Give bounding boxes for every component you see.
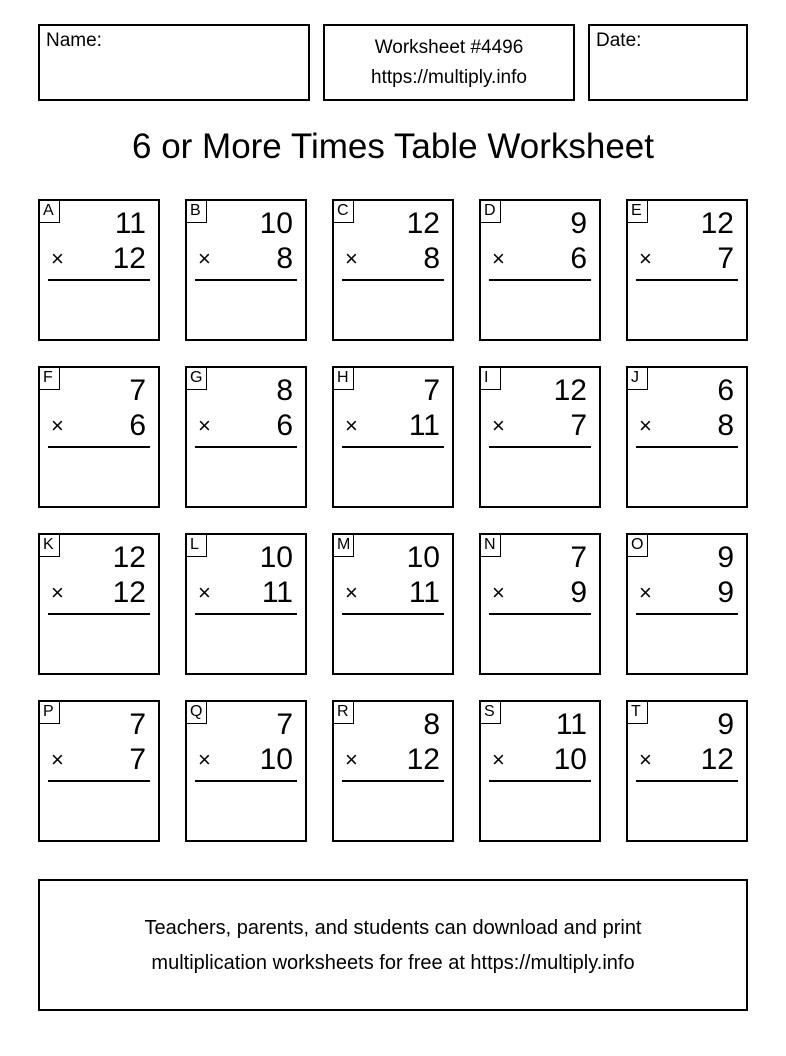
multiplicand: 9 [717,541,734,574]
times-sign: × [198,747,211,772]
multiplier: 12 [112,242,146,275]
date-field-box [588,24,748,101]
problem-card [185,700,307,842]
problem-card [479,533,601,675]
problem-card [332,700,454,842]
times-sign: × [198,413,211,438]
problem-letter: O [628,535,648,557]
multiplier: 9 [570,576,587,609]
problem-letter: A [40,201,60,223]
problem-letter: K [40,535,60,557]
answer-rule [342,613,444,615]
worksheet-url: https://multiply.info [371,67,527,88]
times-sign: × [639,413,652,438]
multiplier: 10 [553,743,587,776]
answer-rule [489,780,591,782]
multiplicand: 7 [129,708,146,741]
page-title: 6 or More Times Table Worksheet [132,127,654,166]
multiplier: 8 [276,242,293,275]
problem-card [626,533,748,675]
problem-letter: P [40,702,60,724]
multiplier: 11 [408,409,440,442]
problem-letter: R [334,702,354,724]
multiplier: 11 [408,576,440,609]
answer-rule [342,446,444,448]
multiplier: 6 [129,409,146,442]
multiplier: 9 [717,576,734,609]
problem-letter: N [481,535,501,557]
problem-card [38,366,160,508]
answer-rule [342,279,444,281]
multiplier: 8 [423,242,440,275]
problem-letter: F [40,368,60,390]
name-field-box [38,24,310,101]
multiplicand: 9 [717,708,734,741]
times-sign: × [345,747,358,772]
multiplicand: 11 [555,708,587,741]
worksheet-info-box [323,24,575,101]
times-sign: × [345,413,358,438]
times-sign: × [345,580,358,605]
multiplicand: 8 [276,374,293,407]
problem-card [626,366,748,508]
times-sign: × [198,580,211,605]
problem-letter: S [481,702,501,724]
problem-letter: G [187,368,207,390]
answer-rule [48,279,150,281]
times-sign: × [492,413,505,438]
answer-rule [489,279,591,281]
multiplicand: 9 [570,207,587,240]
multiplier: 12 [700,743,734,776]
problem-card [479,199,601,341]
multiplier: 12 [112,576,146,609]
problem-card [626,199,748,341]
problem-letter: H [334,368,354,390]
answer-rule [48,780,150,782]
answer-rule [489,446,591,448]
problem-card [38,700,160,842]
multiplier: 12 [406,743,440,776]
multiplicand: 12 [700,207,734,240]
footer-text-line-2: multiplication worksheets for free at https://multiply.info [151,952,635,974]
multiplier: 8 [717,409,734,442]
multiplicand: 8 [423,708,440,741]
problem-letter: M [334,535,354,557]
answer-rule [489,613,591,615]
multiplicand: 11 [114,207,146,240]
times-sign: × [492,246,505,271]
problem-card [38,533,160,675]
multiplier: 7 [570,409,587,442]
problem-letter: C [334,201,354,223]
multiplier: 7 [129,743,146,776]
answer-rule [636,446,738,448]
problem-card [479,366,601,508]
multiplicand: 12 [112,541,146,574]
times-sign: × [51,413,64,438]
multiplicand: 12 [553,374,587,407]
answer-rule [342,780,444,782]
multiplicand: 7 [129,374,146,407]
times-sign: × [492,747,505,772]
problem-letter: D [481,201,501,223]
date-label: Date: [596,30,642,51]
answer-rule [195,780,297,782]
problem-card [185,366,307,508]
problem-letter: E [628,201,648,223]
name-label: Name: [46,30,102,51]
problem-card [185,199,307,341]
times-sign: × [51,747,64,772]
problem-card [626,700,748,842]
problem-grid [38,199,748,842]
multiplicand: 7 [423,374,440,407]
multiplicand: 10 [259,207,293,240]
multiplier: 6 [570,242,587,275]
answer-rule [48,613,150,615]
answer-rule [195,279,297,281]
problem-card [38,199,160,341]
times-sign: × [198,246,211,271]
problem-card [185,533,307,675]
problem-letter: L [187,535,207,557]
problem-letter: I [481,368,501,390]
multiplier: 11 [261,576,293,609]
footer-text-line-1: Teachers, parents, and students can download and print [144,917,642,939]
times-sign: × [639,580,652,605]
times-sign: × [492,580,505,605]
multiplier: 10 [259,743,293,776]
worksheet-number: Worksheet #4496 [374,37,524,58]
problem-letter: J [628,368,648,390]
multiplicand: 12 [406,207,440,240]
answer-rule [636,780,738,782]
problem-card [332,533,454,675]
answer-rule [636,613,738,615]
footer-box [38,879,748,1011]
answer-rule [195,446,297,448]
problem-letter: T [628,702,648,724]
answer-rule [195,613,297,615]
multiplicand: 10 [406,541,440,574]
answer-rule [636,279,738,281]
multiplicand: 7 [570,541,587,574]
problem-card [332,199,454,341]
multiplier: 7 [717,242,734,275]
multiplier: 6 [276,409,293,442]
times-sign: × [639,246,652,271]
times-sign: × [345,246,358,271]
problem-card [479,700,601,842]
times-sign: × [639,747,652,772]
multiplicand: 6 [717,374,734,407]
problem-letter: Q [187,702,207,724]
multiplicand: 10 [259,541,293,574]
times-sign: × [51,580,64,605]
problem-letter: B [187,201,207,223]
problem-card [332,366,454,508]
answer-rule [48,446,150,448]
times-sign: × [51,246,64,271]
multiplicand: 7 [276,708,293,741]
